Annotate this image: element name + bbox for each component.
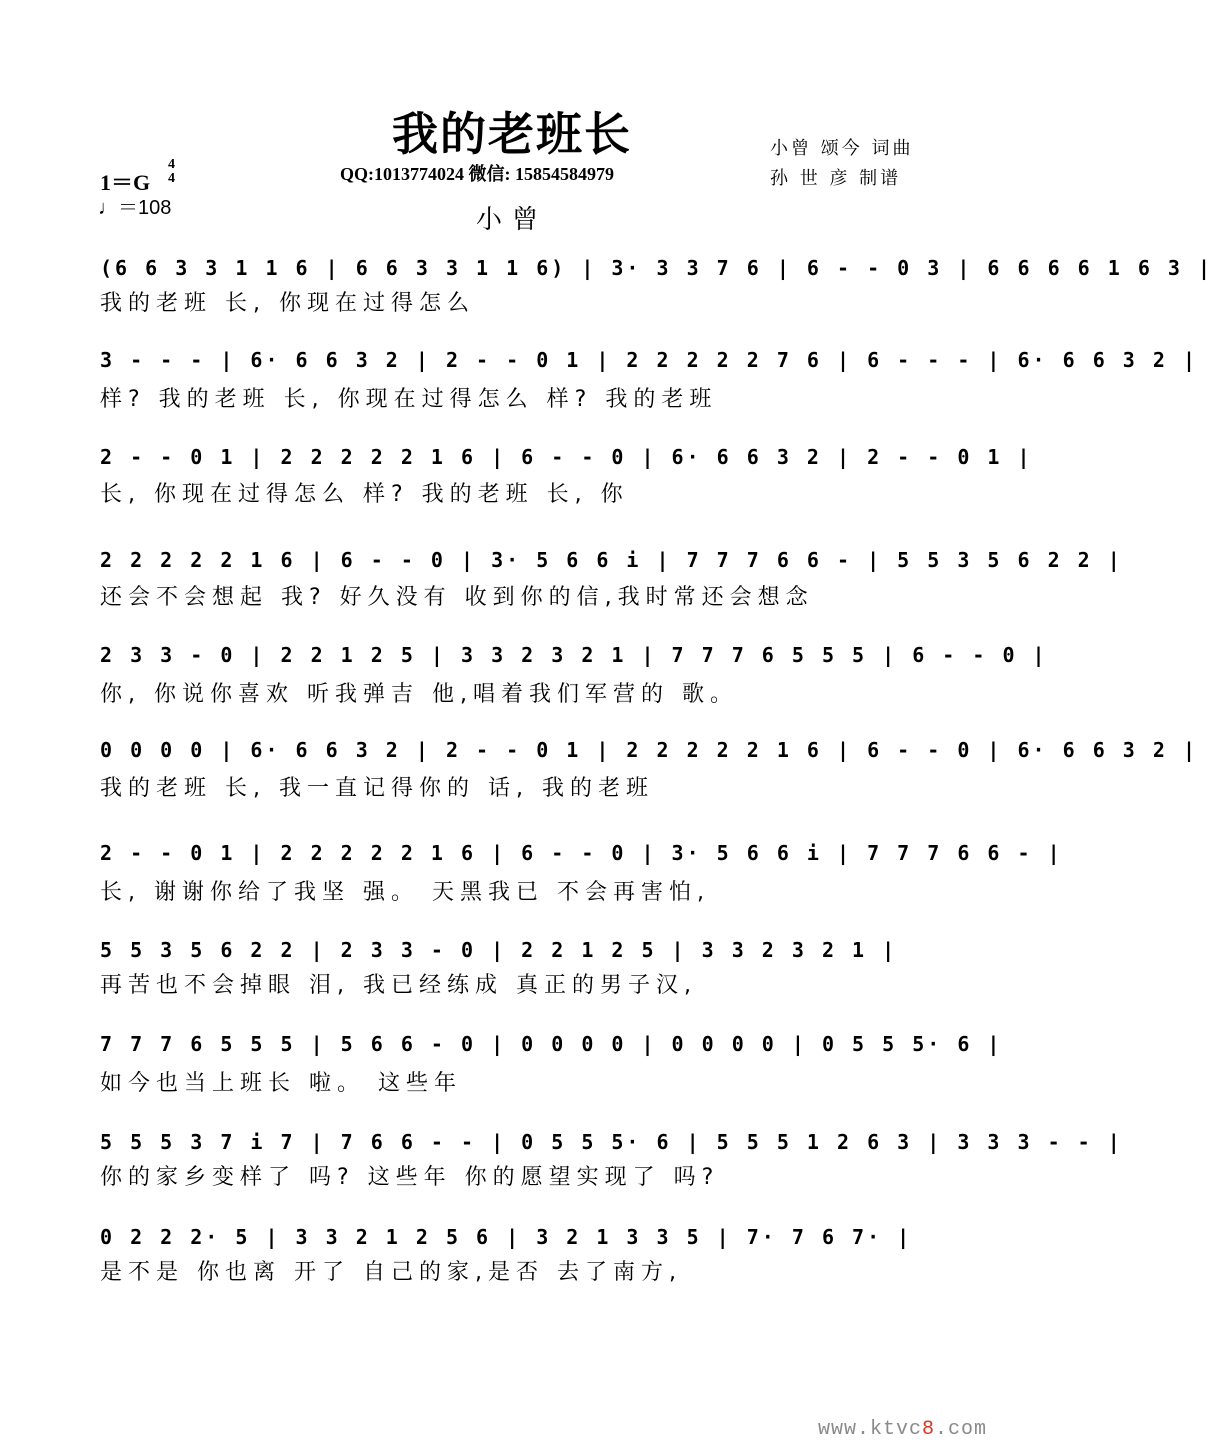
notation-line-8: 5 5 3 5 6 2 2 | 2 3 3 - 0 | 2 2 1 2 5 | 3 3 2 3 2 1 | <box>100 938 898 962</box>
contact-info: QQ:1013774024 微信: 15854584979 <box>340 164 614 184</box>
notation-line-7: 2 - - 0 1 | 2 2 2 2 2 1 6 | 6 - - 0 | 3· 5 6 6 i | 7 7 7 6 6 - | <box>100 841 1063 865</box>
notation-line-11: 0 2 2 2· 5 | 3 3 2 1 2 5 6 | 3 2 1 3 3 5 | 7· 7 6 7· | <box>100 1225 913 1249</box>
lyric-line-3: 长, 你现在过得怎么 样? 我的老班 长, 你 <box>100 482 629 507</box>
lyric-line-4: 还会不会想起 我? 好久没有 收到你的信,我时常还会想念 <box>100 585 814 610</box>
notation-line-9: 7 7 7 6 5 5 5 | 5 6 6 - 0 | 0 0 0 0 | 0 0 0 0 | 0 5 5 5· 6 | <box>100 1032 1003 1056</box>
notation-line-10: 5 5 5 3 7 i 7 | 7 6 6 - - | 0 5 5 5· 6 | 5 5 5 1 2 6 3 | 3 3 3 - - | <box>100 1130 1123 1154</box>
credit-arranger: 孙 世 彦 制谱 <box>770 168 902 189</box>
time-signature-bottom: 4 <box>168 171 175 186</box>
tempo-marking: ♩＝108 <box>98 197 172 219</box>
notation-line-3: 2 - - 0 1 | 2 2 2 2 2 1 6 | 6 - - 0 | 6· 6 6 3 2 | 2 - - 0 1 | <box>100 445 1033 469</box>
lyric-line-8: 再苦也不会掉眼 泪, 我已经练成 真正的男子汉, <box>100 973 697 998</box>
notation-line-5: 2 3 3 - 0 | 2 2 1 2 5 | 3 3 2 3 2 1 | 7 7 7 6 5 5 5 | 6 - - 0 | <box>100 643 1048 667</box>
notation-line-4: 2 2 2 2 2 1 6 | 6 - - 0 | 3· 5 6 6 i | 7 7 7 6 6 - | 5 5 3 5 6 2 2 | <box>100 548 1123 572</box>
site-watermark <box>818 1418 987 1441</box>
lyric-line-6: 我的老班 长, 我一直记得你的 话, 我的老班 <box>100 776 654 801</box>
watermark-prefix: www.ktvc <box>818 1418 923 1441</box>
watermark-digit: 8 <box>922 1418 936 1441</box>
time-signature <box>168 158 175 186</box>
lyric-line-11: 是不是 你也离 开了 自己的家,是否 去了南方, <box>100 1260 682 1285</box>
lyric-line-10: 你的家乡变样了 吗? 这些年 你的愿望实现了 吗? <box>100 1165 720 1190</box>
lyric-line-9: 如今也当上班长 啦。 这些年 <box>100 1071 462 1096</box>
song-title: 我的老班长 <box>392 107 632 161</box>
time-signature-top: 4 <box>168 157 175 172</box>
credit-lyrics-music: 小曾 颂今 词曲 <box>770 138 914 159</box>
lyric-line-7: 长, 谢谢你给了我坚 强。 天黑我已 不会再害怕, <box>100 880 710 905</box>
key-signature: 1＝G <box>100 170 151 195</box>
singer-name: 小曾 <box>475 205 548 235</box>
notation-line-2: 3 - - - | 6· 6 6 3 2 | 2 - - 0 1 | 2 2 2 2 2 7 6 | 6 - - - | 6· 6 6 3 2 | <box>100 348 1198 372</box>
lyric-line-1: 我的老班 长, 你现在过得怎么 <box>100 291 475 316</box>
watermark-suffix: .com <box>935 1418 988 1441</box>
notation-line-6: 0 0 0 0 | 6· 6 6 3 2 | 2 - - 0 1 | 2 2 2 2 2 1 6 | 6 - - 0 | 6· 6 6 3 2 | <box>100 738 1198 762</box>
lyric-line-2: 样? 我的老班 长, 你现在过得怎么 样? 我的老班 <box>100 387 718 412</box>
lyric-line-5: 你, 你说你喜欢 听我弹吉 他,唱着我们军营的 歌。 <box>100 682 738 707</box>
notation-line-1: (6 6 3 3 1 1 6 | 6 6 3 3 1 1 6) | 3· 3 3 7 6 | 6 - - 0 3 | 6 6 6 6 1 6 3 | <box>100 256 1213 280</box>
